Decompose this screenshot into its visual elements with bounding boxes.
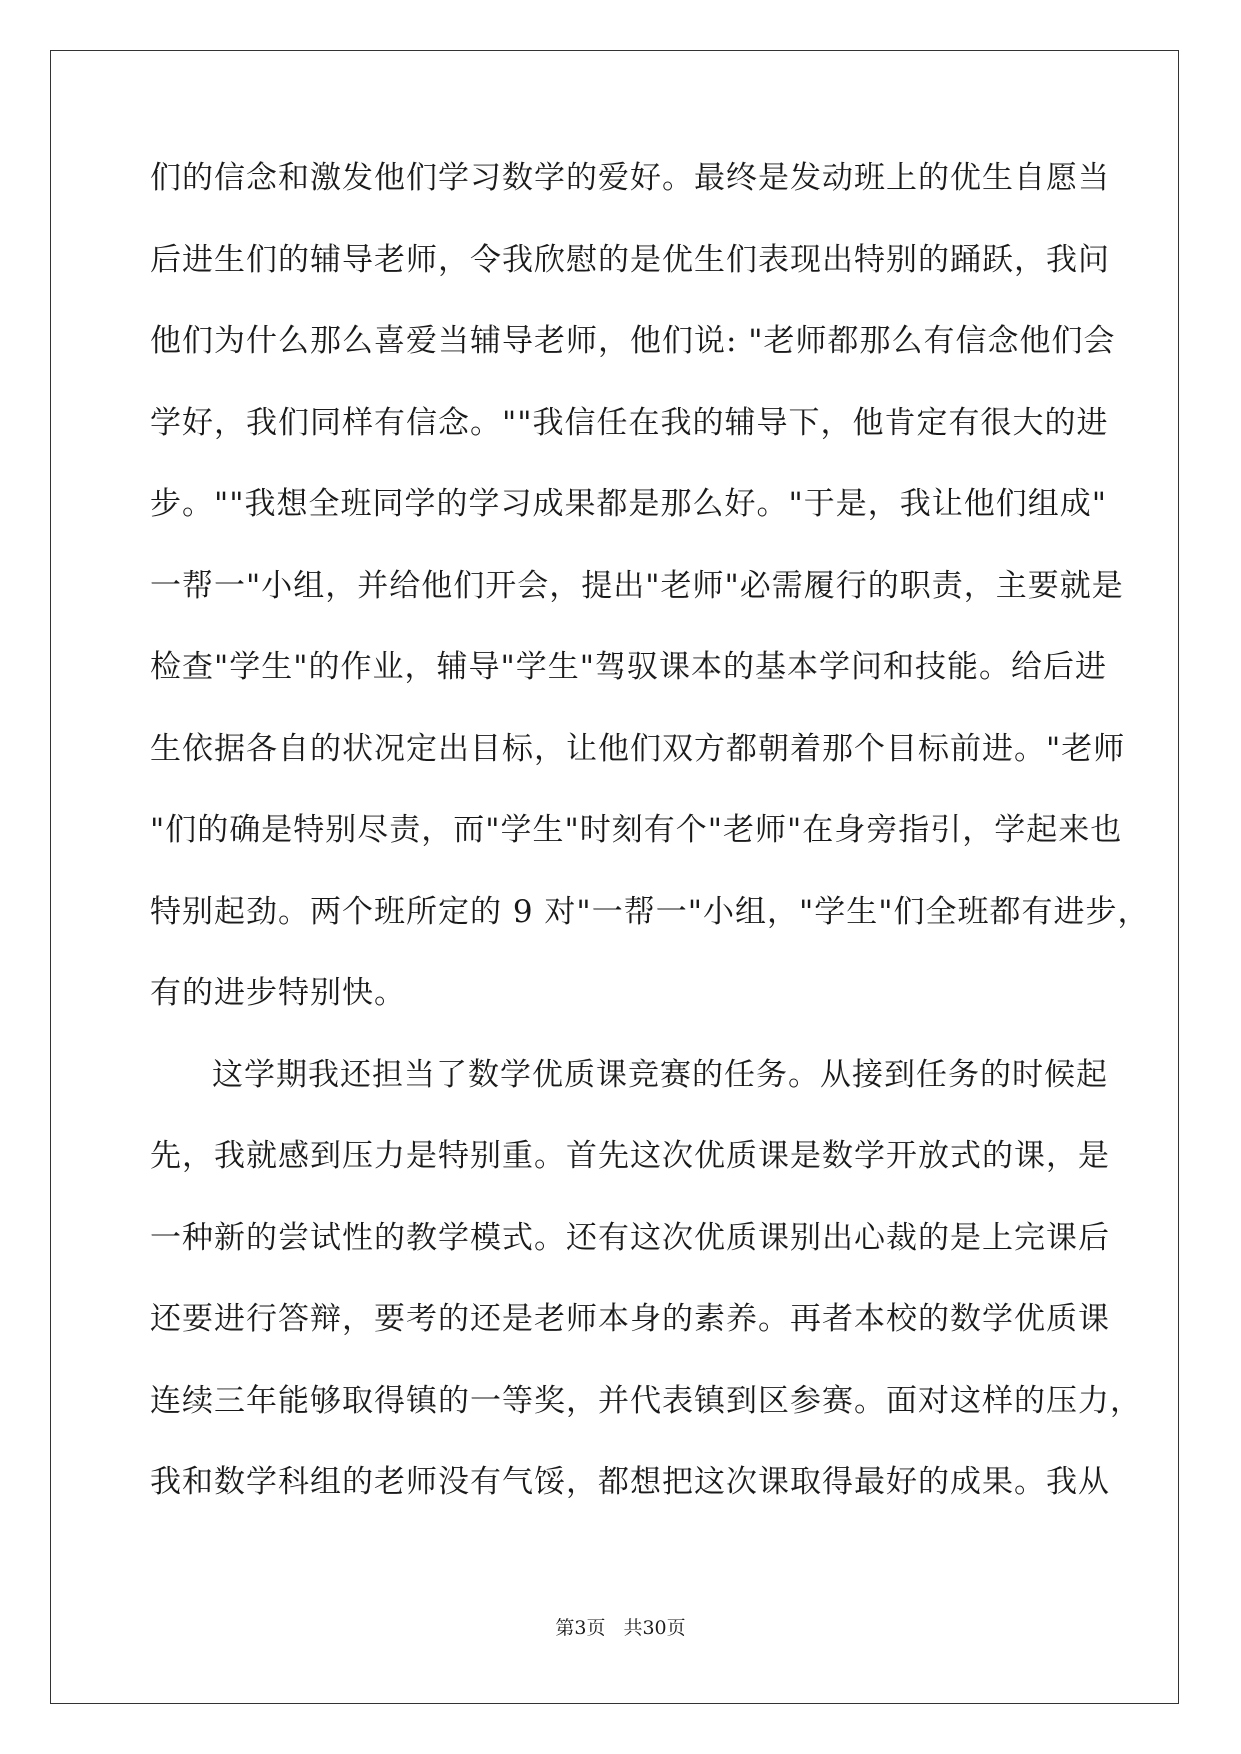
text-line: 生依据各自的状况定出目标，让他们双方都朝着那个目标前进。"老师	[150, 730, 1126, 767]
text-line: 一种新的尝试性的教学模式。还有这次优质课别出心裁的是上完课后	[150, 1219, 1110, 1256]
text-line: 学好，我们同样有信念。""我信任在我的辅导下，他肯定有很大的进	[150, 404, 1109, 441]
text-line: 检查"学生"的作业，辅导"学生"驾驭课本的基本学问和技能。给后进	[150, 649, 1108, 685]
page-footer	[0, 1616, 1241, 1640]
paragraph-first-line: 这学期我还担当了数学优质课竞赛的任务。从接到任务的时候起	[212, 1056, 1108, 1093]
page-number: 第3页	[555, 1617, 606, 1639]
text-line: 有的进步特别快。	[150, 975, 406, 1011]
text-line: 特别起劲。两个班所定的 9 对"一帮一"小组，"学生"们全班都有进步，	[150, 893, 1150, 930]
text-line: 他们为什么那么喜爱当辅导老师，他们说: "老师都那么有信念他们会	[150, 323, 1116, 359]
text-line: 后进生们的辅导老师，令我欣慰的是优生们表现出特别的踊跃，我问	[150, 241, 1110, 278]
page-total: 共30页	[623, 1617, 686, 1639]
text-line: 们的信念和激发他们学习数学的爱好。最终是发动班上的优生自愿当	[150, 160, 1110, 196]
text-line: "们的确是特别尽责，而"学生"时刻有个"老师"在身旁指引，学起来也	[150, 812, 1123, 848]
text-line: 还要进行答辩，要考的还是老师本身的素养。再者本校的数学优质课	[150, 1301, 1110, 1337]
text-line: 先，我就感到压力是特别重。首先这次优质课是数学开放式的课，是	[150, 1138, 1110, 1174]
text-line: 一帮一"小组，并给他们开会，提出"老师"必需履行的职责，主要就是	[150, 567, 1124, 604]
body-text	[150, 158, 1150, 1544]
text-line: 连续三年能够取得镇的一等奖，并代表镇到区参赛。面对这样的压力，	[150, 1382, 1142, 1419]
text-line: 步。""我想全班同学的学习成果都是那么好。"于是，我让他们组成"	[150, 486, 1108, 522]
text-line: 我和数学科组的老师没有气馁，都想把这次课取得最好的成果。我从	[150, 1464, 1110, 1500]
